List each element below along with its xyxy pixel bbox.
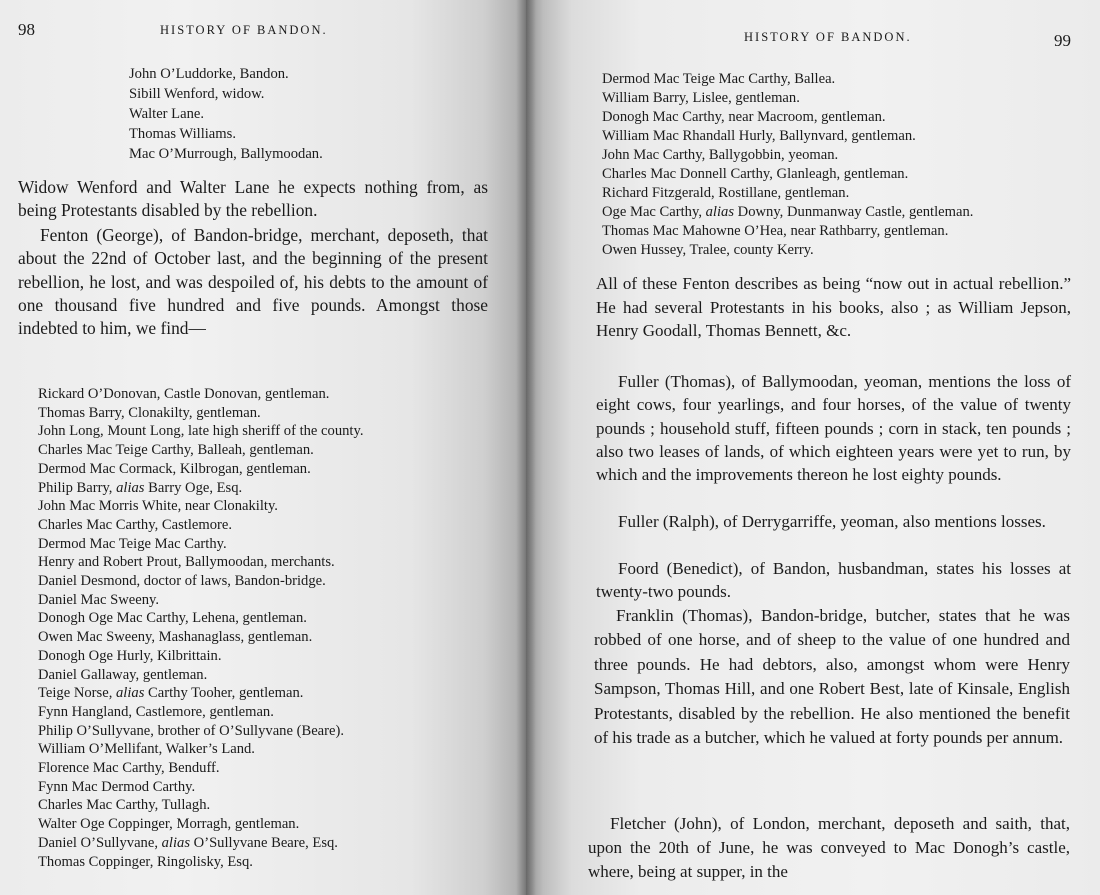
list-item: Teige Norse, alias Carthy Tooher, gentleman. <box>38 685 304 702</box>
list-item: Dermod Mac Teige Mac Carthy, Ballea. <box>602 71 836 87</box>
body-paragraph: Fuller (Thomas), of Ballymoodan, yeoman, mentions the loss of eight cows, four yearlings, and four horses, of the value of twenty pounds ; household stuff, fifteen pounds ; corn in stack, ten pounds ; also two leases of lands, of which eighteen years were yet to run, by which and the improvements thereon he lost eighty pounds. <box>596 372 1071 485</box>
list-item: Dermod Mac Cormack, Kilbrogan, gentleman. <box>38 460 311 477</box>
list-item: John Long, Mount Long, late high sheriff of the county. <box>38 423 364 440</box>
body-paragraph: Fuller (Ralph), of Derrygarriffe, yeoman, also mentions losses. <box>618 512 1046 531</box>
body-paragraph: All of these Fenton describes as being “now out in actual rebellion.” He had several Protestants in his books, also ; as William Jepson, Henry Goodall, Thomas Bennett, &c. <box>596 274 1071 340</box>
list-item: John O’Luddorke, Bandon. <box>129 66 289 82</box>
list-item: Florence Mac Carthy, Benduff. <box>38 760 220 777</box>
body-paragraph: Fletcher (John), of London, merchant, deposeth and saith, that, upon the 20th of June, he was conveyed to Mac Donogh’s castle, where, being at supper, in the <box>588 814 1070 881</box>
list-item: Charles Mac Carthy, Tullagh. <box>38 797 211 814</box>
list-item: William O’Mellifant, Walker’s Land. <box>38 741 255 758</box>
list-item: Donogh Oge Mac Carthy, Lehena, gentleman. <box>38 610 307 627</box>
list-item: Dermod Mac Teige Mac Carthy. <box>38 535 227 552</box>
page-number-left: 98 <box>18 20 35 39</box>
left-page <box>0 0 526 895</box>
list-item: John Mac Carthy, Ballygobbin, yeoman. <box>602 147 839 163</box>
list-item: Daniel Mac Sweeny. <box>38 591 160 608</box>
list-item: Thomas Coppinger, Ringolisky, Esq. <box>38 853 253 870</box>
list-item: Oge Mac Carthy, alias Downy, Dunmanway Castle, gentleman. <box>602 204 974 220</box>
debtor-list <box>38 385 363 871</box>
creditor-list-continued <box>129 64 323 164</box>
body-paragraph: Franklin (Thomas), Bandon-bridge, butcher, states that he was robbed of one horse, and of sheep to the value of one hundred and three pounds. He had debtors, also, amongst whom were Henry Sampson, Thomas Hill, and one Robert Best, late of Kinsale, English Protestants, disabled by the rebellion. He also mentioned the benefit of his trade as a butcher, which he valued at forty pounds per annum. <box>594 606 1070 748</box>
list-item: Charles Mac Donnell Carthy, Glanleagh, gentleman. <box>602 166 909 182</box>
list-item: Philip Barry, alias Barry Oge, Esq. <box>38 479 243 496</box>
list-item: Fynn Mac Dermod Carthy. <box>38 778 196 795</box>
list-item: Daniel O’Sullyvane, alias O’Sullyvane Beare, Esq. <box>38 834 338 851</box>
list-item: Owen Hussey, Tralee, county Kerry. <box>602 242 814 258</box>
list-item: Donogh Oge Hurly, Kilbrittain. <box>38 647 222 664</box>
page-number-right: 99 <box>1054 31 1071 50</box>
right-page <box>526 0 1100 895</box>
list-item: John Mac Morris White, near Clonakilty. <box>38 498 278 515</box>
list-item: Owen Mac Sweeny, Mashanaglass, gentleman. <box>38 629 313 646</box>
list-item: Walter Lane. <box>129 106 204 122</box>
running-head-left: HISTORY OF BANDON. <box>160 23 328 37</box>
list-item: Thomas Barry, Clonakilty, gentleman. <box>38 404 261 421</box>
list-item: Daniel Desmond, doctor of laws, Bandon-bridge. <box>38 573 326 590</box>
list-item: Thomas Williams. <box>129 126 236 142</box>
list-item: William Mac Rhandall Hurly, Ballynvard, gentleman. <box>602 128 916 144</box>
list-item: Richard Fitzgerald, Rostillane, gentleman. <box>602 185 850 201</box>
body-paragraph: Widow Wenford and Walter Lane he expects nothing from, as being Protestants disabled by the rebellion. <box>18 177 488 221</box>
book-gutter-shadow <box>516 0 536 895</box>
list-item: Daniel Gallaway, gentleman. <box>38 666 208 683</box>
list-item: Donogh Mac Carthy, near Macroom, gentleman. <box>602 109 886 125</box>
running-head-right: HISTORY OF BANDON. <box>744 30 912 44</box>
list-item: Sibill Wenford, widow. <box>129 86 265 102</box>
list-item: Walter Oge Coppinger, Morragh, gentleman. <box>38 816 300 833</box>
body-paragraph: Fenton (George), of Bandon-bridge, merchant, deposeth, that about the 22nd of October last, and the beginning of the present rebellion, he lost, and was despoiled of, his debts to the amount of one thousand five hundred and five pounds. Amongst those indebted to him, we find— <box>18 225 488 339</box>
list-item: Philip O’Sullyvane, brother of O’Sullyvane (Beare). <box>38 722 344 739</box>
list-item: Charles Mac Teige Carthy, Balleah, gentleman. <box>38 442 314 459</box>
debtor-list-continued <box>602 70 973 260</box>
list-item: Rickard O’Donovan, Castle Donovan, gentleman. <box>38 386 330 402</box>
body-paragraph: Foord (Benedict), of Bandon, husbandman, states his losses at twenty-two pounds. <box>596 559 1071 602</box>
list-item: Mac O’Murrough, Ballymoodan. <box>129 146 323 162</box>
list-item: Henry and Robert Prout, Ballymoodan, merchants. <box>38 554 335 571</box>
list-item: Fynn Hangland, Castlemore, gentleman. <box>38 703 274 720</box>
list-item: Charles Mac Carthy, Castlemore. <box>38 516 232 533</box>
list-item: Thomas Mac Mahowne O’Hea, near Rathbarry, gentleman. <box>602 223 949 239</box>
list-item: William Barry, Lislee, gentleman. <box>602 90 800 106</box>
